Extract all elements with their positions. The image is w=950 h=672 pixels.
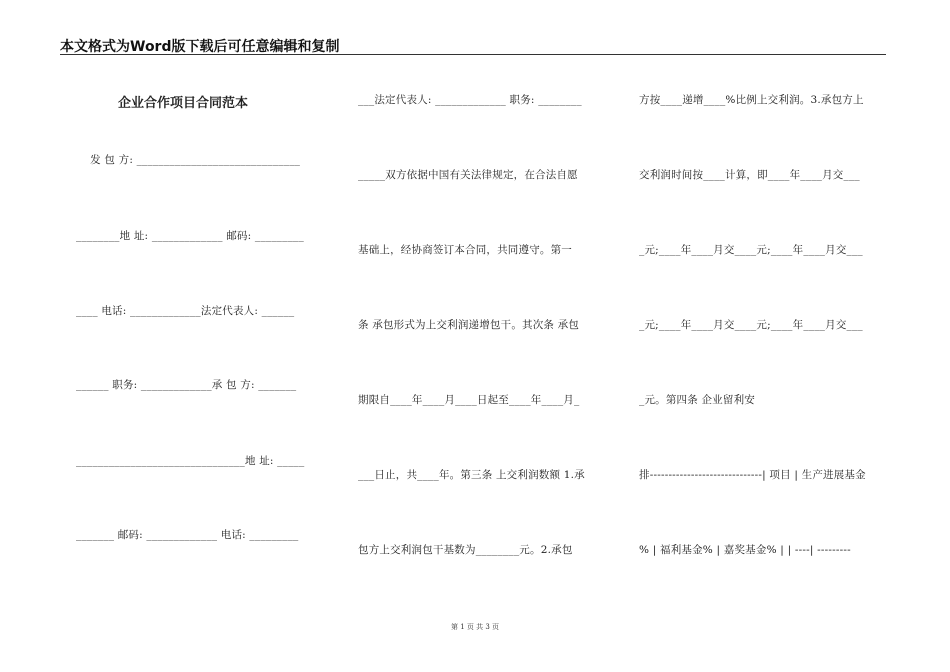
text-line: 发 包 方: ______________________________ [76,154,301,166]
text-line: 条 承包形式为上交利润递增包干。其次条 承包 [358,319,580,331]
text-line: _______ 邮码: _____________ 电话: _________ [76,529,299,541]
text-line: 方按____递增____%比例上交利润。3.承包方上 [639,94,864,106]
text-line: ________地 址: _____________ 邮码: _________ [76,230,304,242]
text-line: _______________________________地 址: _____ [76,455,305,467]
text-line: _元;____年____月交____元;____年____月交___ [639,319,863,331]
header-title: 本文格式为Word版下载后可任意编辑和复制 [60,39,340,55]
document-title: 企业合作项目合同范本 [118,96,249,111]
text-line: ___法定代表人: _____________ 职务: ________ [358,94,582,106]
page-number: 第 1 页 共 3 页 [450,623,500,631]
text-line: _元;____年____月交____元;____年____月交___ [639,244,863,256]
text-line: % | 福利基金% | 嘉奖基金% | | ----| --------- [639,544,851,556]
text-line: 基础上，经协商签订本合同，共同遵守。第一 [358,244,572,256]
text-line: 排------------------------------| 项目 | 生产进展基金 [639,469,866,481]
text-line: ____ 电话: _____________法定代表人: ______ [76,305,295,317]
text-line: 交利润时间按____计算，即____年____月交___ [639,169,860,181]
text-line: ___日止，共____年。第三条 上交利润数额 1.承 [358,469,585,481]
text-line: 期限自____年____月____日起至____年____月_ [358,394,580,406]
text-line: 包方上交利润包干基数为________元。2.承包 [358,544,573,556]
text-line: _____双方依据中国有关法律规定，在合法自愿 [358,169,578,181]
text-line: _元。第四条 企业留利安 [639,394,755,406]
column-1 [76,0,326,672]
text-line: ______ 职务: _____________承 包 方: _______ [76,379,297,391]
column-3 [639,0,889,672]
column-2 [358,0,608,672]
